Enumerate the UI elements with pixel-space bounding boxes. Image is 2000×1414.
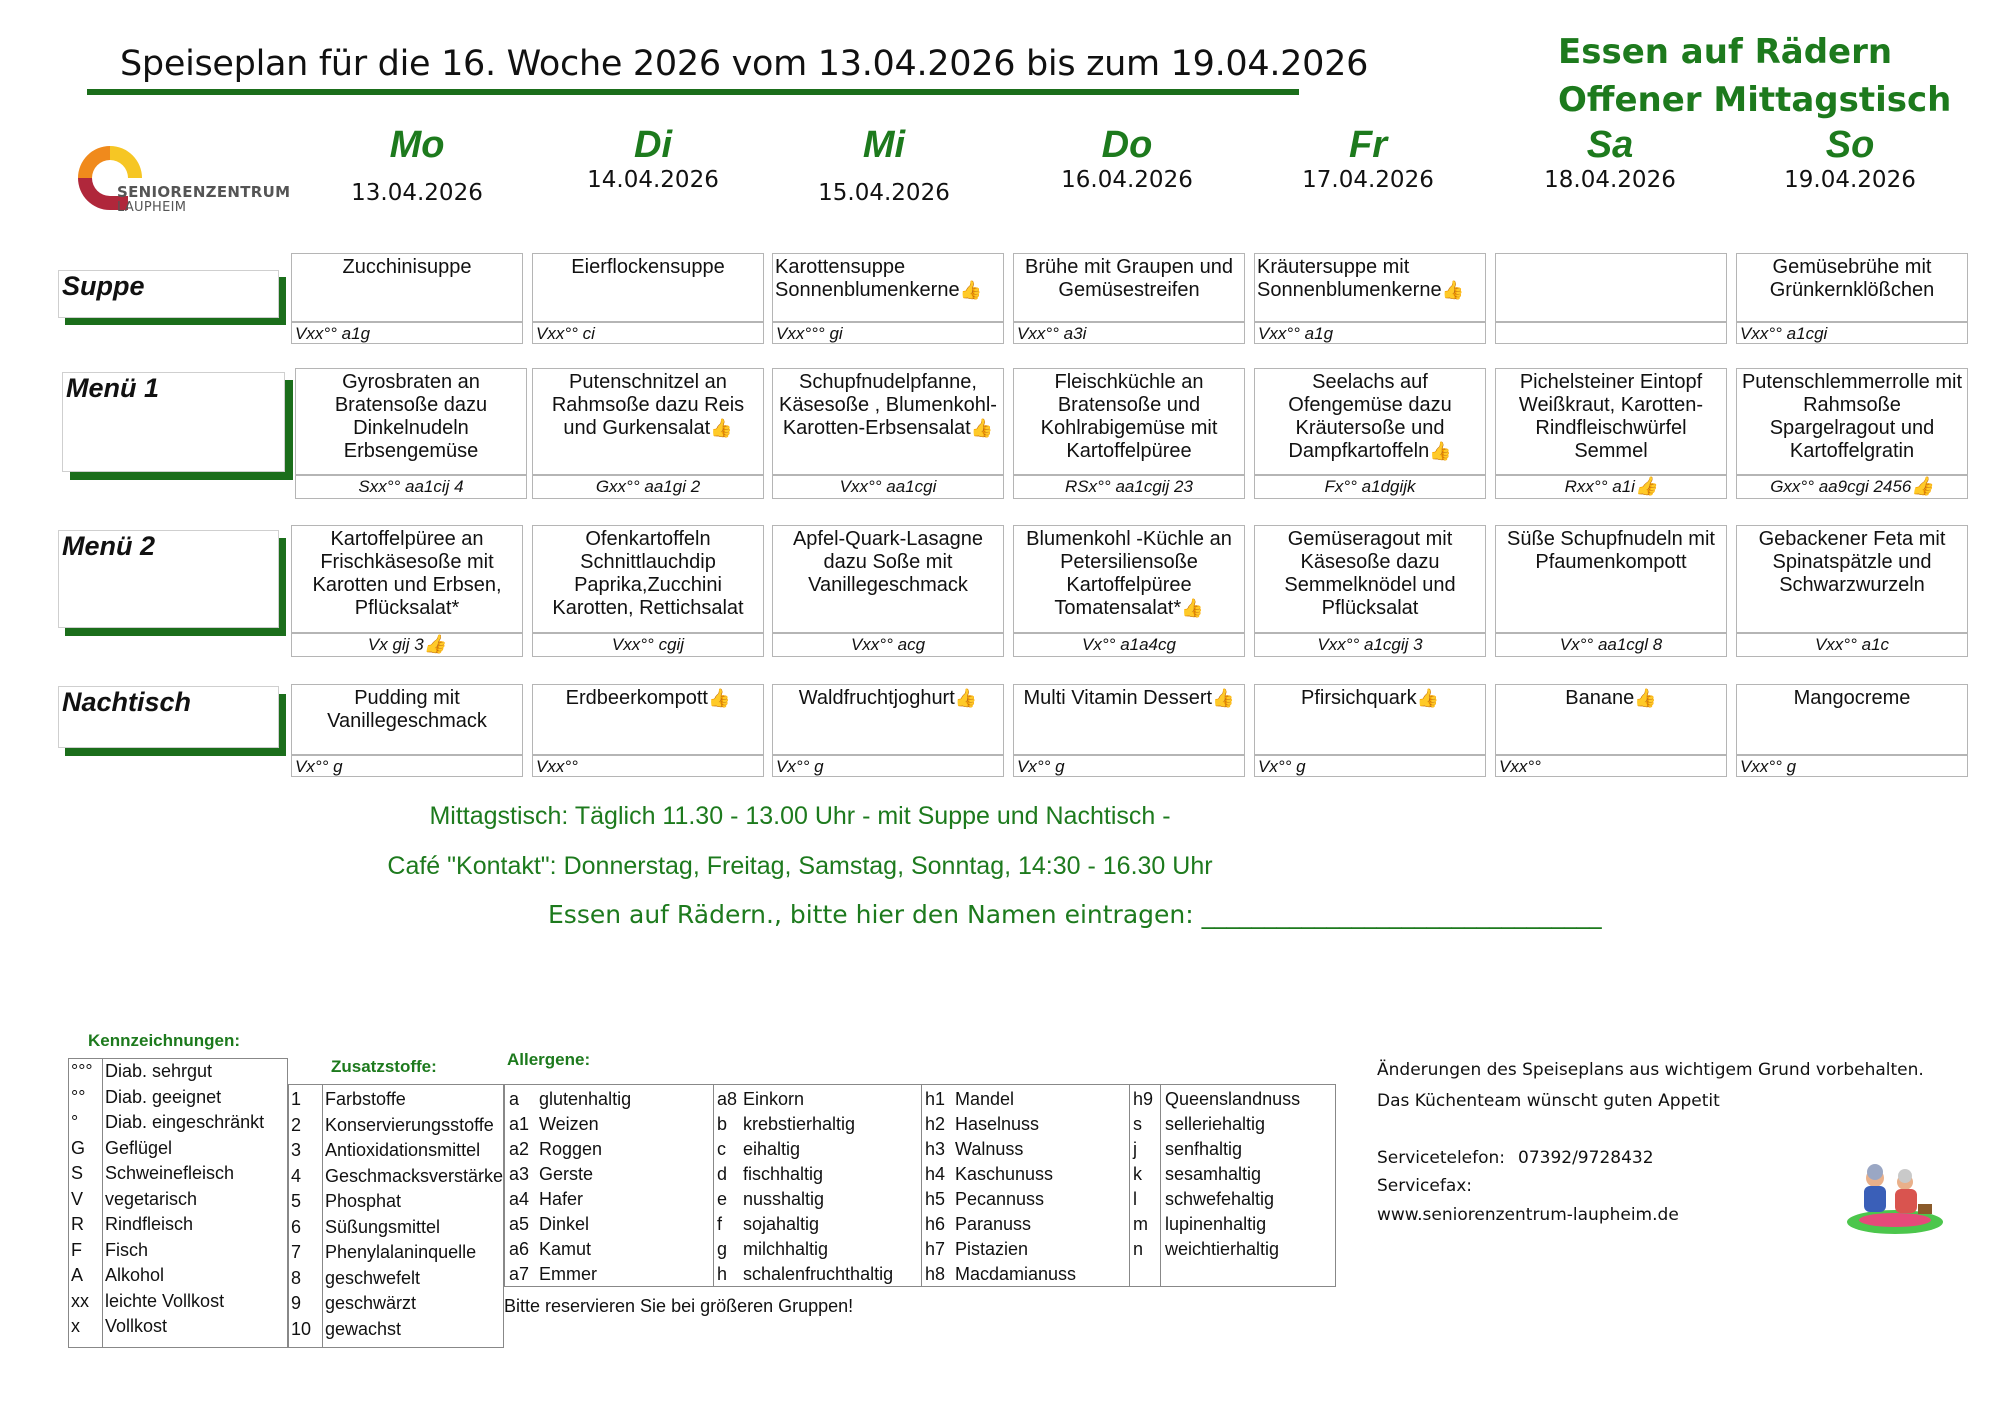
meal-cell-nachtisch-do [1013, 684, 1245, 755]
meal-cell-menu1-so [1736, 368, 1968, 475]
section-label-suppe [58, 270, 279, 318]
title-rule [87, 89, 1299, 95]
footer-phone-label: Servicetelefon: [1377, 1148, 1506, 1168]
section-label-menu2 [58, 530, 279, 628]
picnic-couple-icon [1840, 1160, 1950, 1240]
meal-cell-suppe-sa [1495, 253, 1727, 322]
legend-description: krebstierhaltig [743, 1114, 856, 1134]
legend-description: Emmer [539, 1264, 597, 1284]
brand-block [1558, 28, 1951, 124]
meal-cell-menu1-di [532, 368, 764, 475]
meal-cell-menu2-so [1736, 525, 1968, 633]
legend-code: A [71, 1265, 84, 1285]
section-label-text: Menü 2 [62, 531, 156, 561]
legend-code: °° [71, 1086, 86, 1107]
legend-description: Pecannuss [955, 1189, 1045, 1209]
legend-description: glutenhaltig [539, 1089, 632, 1109]
legend-description: milchhaltig [743, 1239, 829, 1259]
legend-code: F [71, 1239, 82, 1260]
legend-code: S [71, 1163, 84, 1183]
day-name-fr: Fr [1349, 124, 1387, 166]
legend-description: Paranuss [955, 1214, 1032, 1234]
thumbs-up-icon: 👍 [707, 688, 731, 708]
code-text: Rxx°° a1i [1564, 477, 1635, 496]
meal-code-nachtisch-di: Vxx°° [532, 755, 764, 777]
legend-code: a8 [717, 1089, 738, 1109]
legend-description: geschwefelt [325, 1267, 421, 1288]
thumbs-up-icon: 👍 [1911, 476, 1934, 496]
legend-code: V [71, 1188, 84, 1209]
meal-cell-menu2-mo [291, 525, 523, 633]
meal-text: Banane [1565, 687, 1635, 709]
meal-text: Kartoffelpüree an Frischkäsesoße mit Karotten und Erbsen, Pflücksalat* [312, 528, 502, 619]
day-date-mo: 13.04.2026 [351, 180, 483, 206]
legend-description: nusshaltig [743, 1189, 825, 1209]
legend-code: 5 [291, 1191, 302, 1211]
day-date-fr: 17.04.2026 [1302, 167, 1434, 193]
logo-text-line-2: LAUPHEIM [117, 200, 187, 215]
legend-description: Pistazien [955, 1239, 1029, 1259]
info-mittagstisch: Mittagstisch: Täglich 11.30 - 13.00 Uhr - mit Suppe und Nachtisch - [429, 802, 1171, 830]
meal-cell-nachtisch-fr [1254, 684, 1486, 755]
legend-description: Vollkost [105, 1316, 168, 1336]
legend-description: Haselnuss [955, 1114, 1040, 1134]
legend-title-zusatzstoffe: Zusatzstoffe: [331, 1057, 437, 1076]
logo-text-line-1: SENIORENZENTRUM [117, 183, 291, 201]
meal-code-suppe-mo: Vxx°° a1g [291, 322, 523, 344]
meal-code-menu1-do: RSx°° aa1cgij 23 [1013, 475, 1245, 499]
meal-code-nachtisch-do: Vx°° g [1013, 755, 1245, 777]
day-date-so: 19.04.2026 [1784, 167, 1916, 193]
legend-allergene-table [504, 1084, 1336, 1287]
legend-code: G [71, 1137, 86, 1158]
meal-text: Seelachs auf Ofengemüse dazu Kräutersoße und Dampfkartoffeln [1288, 371, 1452, 462]
meal-cell-suppe-mi [772, 253, 1004, 322]
meal-cell-nachtisch-so [1736, 684, 1968, 755]
legend-code: a7 [509, 1264, 530, 1284]
legend-code: d [717, 1164, 728, 1184]
legend-description: Walnuss [955, 1139, 1024, 1159]
brand-line-1: Essen auf Rädern [1558, 32, 1893, 72]
legend-code: b [717, 1114, 728, 1134]
meal-code-menu1-fr: Fx°° a1dgijk [1254, 475, 1486, 499]
legend-code: a3 [509, 1164, 530, 1184]
legend-code: a [509, 1089, 520, 1109]
meal-text: Eierflockensuppe [571, 256, 725, 278]
meal-text: Pfirsichquark [1300, 687, 1417, 709]
section-label-menu1 [62, 372, 285, 472]
legend-code: 10 [291, 1318, 312, 1339]
info-name-entry: Essen auf Rädern., bitte hier den Namen eintragen: ________________________________ [548, 900, 1602, 929]
legend-description: geschwärzt [325, 1293, 417, 1313]
legend-code: s [1133, 1114, 1142, 1134]
legend-title-allergene: Allergene: [507, 1050, 591, 1069]
meal-code-menu2-mi: Vxx°° acg [772, 633, 1004, 657]
footer-website: www.seniorenzentrum-laupheim.de [1377, 1205, 1679, 1225]
legend-description: Kaschunuss [955, 1164, 1054, 1184]
legend-description: Gerste [539, 1164, 594, 1184]
table-divider [1160, 1085, 1161, 1286]
day-date-di: 14.04.2026 [587, 167, 719, 193]
legend-code: 7 [291, 1242, 302, 1262]
meal-cell-suppe-mo [291, 253, 523, 322]
legend-code: x [71, 1316, 80, 1336]
day-date-mi: 15.04.2026 [818, 180, 950, 206]
meal-code-menu2-sa: Vx°° aa1cgl 8 [1495, 633, 1727, 657]
legend-description: Macdamianuss [955, 1264, 1077, 1284]
legend-code: a6 [509, 1239, 530, 1259]
legend-description: Kamut [539, 1239, 592, 1259]
legend-description: Antioxidationsmittel [325, 1140, 481, 1160]
meal-text: Putenschlemmerrolle mit Rahmsoße Spargelragout und Kartoffelgratin [1741, 371, 1963, 462]
legend-description: sesamhaltig [1165, 1164, 1262, 1184]
thumbs-up-icon: 👍 [959, 280, 983, 300]
legend-code: 3 [291, 1140, 302, 1160]
day-name-sa: Sa [1586, 124, 1634, 166]
brand-line-2: Offener Mittagstisch [1558, 80, 1952, 120]
legend-description: Geflügel [105, 1137, 173, 1158]
legend-code: h8 [925, 1264, 946, 1284]
meal-code-nachtisch-mi: Vx°° g [772, 755, 1004, 777]
meal-text: Multi Vitamin Dessert [1023, 687, 1213, 709]
footer-greeting: Das Küchenteam wünscht guten Appetit [1377, 1091, 1720, 1111]
legend-description: Dinkel [539, 1214, 590, 1234]
section-label-nachtisch [58, 686, 279, 748]
legend-code: l [1133, 1189, 1137, 1209]
table-divider [102, 1059, 103, 1347]
legend-code: j [1133, 1139, 1137, 1159]
meal-code-menu1-di: Gxx°° aa1gi 2 [532, 475, 764, 499]
legend-code: g [717, 1239, 728, 1259]
legend-description: leichte Vollkost [105, 1290, 225, 1311]
legend-description: eihaltig [743, 1139, 801, 1159]
meal-cell-nachtisch-mi [772, 684, 1004, 755]
thumbs-up-icon: 👍 [1441, 280, 1465, 300]
legend-description: Roggen [539, 1139, 603, 1159]
day-date-do: 16.04.2026 [1061, 167, 1193, 193]
legend-code: h5 [925, 1189, 946, 1209]
legend-code: c [717, 1139, 726, 1159]
legend-code: h [717, 1264, 728, 1284]
legend-description: schwefehaltig [1165, 1189, 1275, 1209]
meal-code-nachtisch-fr: Vx°° g [1254, 755, 1486, 777]
meal-text: Pudding mit Vanillegeschmack [327, 687, 487, 732]
meal-code-suppe-mi: Vxx°°° gi [772, 322, 1004, 344]
meal-text: Karottensuppe Sonnenblumenkerne [775, 256, 960, 301]
day-name-do: Do [1101, 124, 1153, 166]
legend-description: Farbstoffe [325, 1089, 406, 1109]
legend-kennzeichnungen-table [68, 1058, 288, 1348]
legend-code: n [1133, 1239, 1144, 1259]
meal-text: Mangocreme [1793, 687, 1911, 709]
table-divider [921, 1085, 922, 1286]
legend-description: Diab. sehrgut [105, 1061, 213, 1081]
section-label-text: Nachtisch [62, 687, 192, 717]
legend-description: Süßungsmittel [325, 1216, 441, 1237]
thumbs-up-icon: 👍 [423, 634, 447, 654]
meal-code-menu2-mo [291, 633, 523, 657]
legend-description: Weizen [539, 1114, 599, 1134]
legend-code: °°° [71, 1061, 93, 1081]
legend-code: ° [71, 1112, 79, 1132]
meal-code-suppe-fr: Vxx°° a1g [1254, 322, 1486, 344]
meal-code-menu2-fr: Vxx°° a1cgij 3 [1254, 633, 1486, 657]
meal-cell-menu1-mi [772, 368, 1004, 475]
meal-text: Kräutersuppe mit Sonnenblumenkerne [1257, 256, 1442, 301]
day-name-so: So [1825, 124, 1875, 166]
meal-cell-suppe-di [532, 253, 764, 322]
day-name-di: Di [634, 124, 672, 166]
meal-code-suppe-sa [1495, 322, 1727, 344]
day-name-mo: Mo [389, 124, 445, 166]
legend-code: a4 [509, 1189, 530, 1209]
thumbs-up-icon: 👍 [1634, 476, 1658, 496]
legend-description: Alkohol [105, 1265, 165, 1285]
legend-code: a5 [509, 1214, 530, 1234]
thumbs-up-icon: 👍 [1416, 688, 1440, 708]
legend-code: m [1133, 1214, 1148, 1234]
meal-code-menu2-di: Vxx°° cgij [532, 633, 764, 657]
meal-code-nachtisch-mo: Vx°° g [291, 755, 523, 777]
meal-code-nachtisch-sa: Vxx°° [1495, 755, 1727, 777]
legend-title-kennzeichnungen: Kennzeichnungen: [88, 1031, 241, 1050]
meal-text: Gyrosbraten an Bratensoße dazu Dinkelnudeln Erbsengemüse [334, 371, 488, 462]
code-text: Vx gij 3 [367, 635, 424, 654]
legend-description: Mandel [955, 1089, 1015, 1109]
thumbs-up-icon: 👍 [1181, 598, 1204, 618]
legend-code: xx [71, 1290, 89, 1311]
legend-description: Fisch [105, 1239, 149, 1260]
meal-cell-nachtisch-di [532, 684, 764, 755]
legend-description: Queenslandnuss [1165, 1089, 1301, 1109]
thumbs-up-icon: 👍 [1212, 688, 1235, 708]
meal-cell-menu1-mo [295, 368, 527, 475]
meal-cell-menu1-fr [1254, 368, 1486, 475]
legend-code: h1 [925, 1089, 946, 1109]
legend-code: f [717, 1214, 723, 1234]
meal-text: Fleischküchle an Bratensoße und Kohlrabigemüse mit Kartoffelpüree [1040, 371, 1218, 462]
thumbs-up-icon: 👍 [1429, 441, 1452, 461]
legend-description: Diab. geeignet [105, 1086, 222, 1107]
meal-cell-menu2-mi [772, 525, 1004, 633]
legend-description: senfhaltig [1165, 1139, 1243, 1159]
legend-description: sojahaltig [743, 1214, 820, 1234]
legend-code: h6 [925, 1214, 946, 1234]
legend-code: h4 [925, 1164, 946, 1184]
legend-description: Phosphat [325, 1191, 402, 1211]
meal-text: Erdbeerkompott [565, 687, 708, 709]
table-divider [713, 1085, 714, 1286]
meal-cell-nachtisch-mo [291, 684, 523, 755]
meal-code-suppe-so: Vxx°° a1cgi [1736, 322, 1968, 344]
meal-code-menu1-mi: Vxx°° aa1cgi [772, 475, 1004, 499]
meal-cell-suppe-fr [1254, 253, 1486, 322]
legend-code: R [71, 1214, 84, 1234]
legend-code: 1 [291, 1089, 302, 1109]
meal-text: Blumenkohl -Küchle an Petersiliensoße Kartoffelpüree Tomatensalat* [1026, 528, 1232, 619]
legend-zusatzstoffe-table [288, 1084, 504, 1348]
meal-cell-menu2-di [532, 525, 764, 633]
meal-text: Schupfnudelpfanne, Käsesoße , Blumenkohl-Karotten-Erbsensalat [779, 371, 997, 439]
legend-description: Hafer [539, 1189, 584, 1209]
meal-code-suppe-di: Vxx°° ci [532, 322, 764, 344]
meal-text: Zucchinisuppe [342, 256, 472, 278]
legend-description: fischhaltig [743, 1164, 824, 1184]
legend-code: a1 [509, 1114, 530, 1134]
meal-code-nachtisch-so: Vxx°° g [1736, 755, 1968, 777]
legend-description: Konservierungsstoffe [325, 1114, 494, 1135]
allergene-note: Bitte reservieren Sie bei größeren Gruppen! [504, 1296, 854, 1316]
footer-phone: 07392/9728432 [1518, 1148, 1654, 1168]
meal-text: Süße Schupfnudeln mit Pfaumenkompott [1507, 528, 1715, 573]
legend-description: Diab. eingeschränkt [105, 1112, 265, 1132]
meal-text: Putenschnitzel an Rahmsoße dazu Reis und Gurkensalat [551, 371, 745, 439]
meal-cell-menu2-fr [1254, 525, 1486, 633]
section-label-text: Suppe [62, 271, 145, 301]
meal-cell-menu1-do [1013, 368, 1245, 475]
legend-description: selleriehaltig [1165, 1114, 1266, 1134]
legend-code: h3 [925, 1139, 946, 1159]
meal-code-menu1-sa [1495, 475, 1727, 499]
meal-text: Gemüsebrühe mit Grünkernklößchen [1769, 256, 1935, 301]
meal-text: Brühe mit Graupen und Gemüsestreifen [1025, 256, 1233, 301]
legend-description: Rindfleisch [105, 1214, 194, 1234]
legend-code: k [1133, 1164, 1142, 1184]
legend-code: h2 [925, 1114, 946, 1134]
meal-code-menu2-do: Vx°° a1a4cg [1013, 633, 1245, 657]
meal-cell-menu2-do [1013, 525, 1245, 633]
thumbs-up-icon: 👍 [710, 418, 733, 438]
legend-description: Geschmacksverstärke [325, 1165, 504, 1186]
thumbs-up-icon: 👍 [970, 418, 994, 438]
legend-description: schalenfruchthaltig [743, 1264, 894, 1284]
meal-code-menu1-so [1736, 475, 1968, 499]
meal-text: Waldfruchtjoghurt [798, 687, 955, 709]
day-name-mi: Mi [862, 124, 906, 166]
legend-code: 9 [291, 1293, 302, 1313]
legend-description: Phenylalaninquelle [325, 1242, 477, 1262]
table-divider [1129, 1085, 1130, 1286]
section-label-text: Menü 1 [66, 373, 160, 403]
meal-text: Gebackener Feta mit Spinatspätzle und Schwarzwurzeln [1758, 528, 1946, 596]
footer-change-note: Änderungen des Speiseplans aus wichtigem Grund vorbehalten. [1377, 1060, 1924, 1080]
legend-description: lupinenhaltig [1165, 1214, 1267, 1234]
legend-code: 6 [291, 1216, 302, 1237]
meal-text: Ofenkartoffeln Schnittlauchdip Paprika,Zucchini Karotten, Rettichsalat [552, 528, 744, 619]
meal-cell-menu1-sa [1495, 368, 1727, 475]
meal-cell-suppe-so [1736, 253, 1968, 322]
meal-code-suppe-do: Vxx°° a3i [1013, 322, 1245, 344]
legend-description: weichtierhaltig [1165, 1239, 1280, 1259]
legend-code: 8 [291, 1267, 302, 1288]
legend-code: h7 [925, 1239, 946, 1259]
meal-cell-suppe-do [1013, 253, 1245, 322]
meal-text: Pichelsteiner Eintopf Weißkraut, Karotten-Rindfleischwürfel Semmel [1518, 371, 1704, 462]
thumbs-up-icon: 👍 [954, 688, 978, 708]
legend-description: Schweinefleisch [105, 1163, 235, 1183]
legend-description: vegetarisch [105, 1188, 198, 1209]
footer-fax-label: Servicefax: [1377, 1176, 1473, 1196]
legend-code: h9 [1133, 1089, 1154, 1109]
thumbs-up-icon: 👍 [1634, 688, 1657, 708]
page-title: Speiseplan für die 16. Woche 2026 vom 13.04.2026 bis zum 19.04.2026 [120, 44, 1369, 84]
table-divider [322, 1085, 323, 1347]
legend-code: 4 [291, 1165, 302, 1186]
day-date-sa: 18.04.2026 [1544, 167, 1676, 193]
legend-code: e [717, 1189, 728, 1209]
code-text: Gxx°° aa9cgi 2456 [1770, 477, 1912, 496]
meal-text: Apfel-Quark-Lasagne dazu Soße mit Vanillegeschmack [792, 528, 984, 596]
legend-code: a2 [509, 1139, 530, 1159]
meal-cell-nachtisch-sa [1495, 684, 1727, 755]
meal-text: Gemüseragout mit Käsesoße dazu Semmelknödel und Pflücksalat [1284, 528, 1456, 619]
meal-code-menu2-so: Vxx°° a1c [1736, 633, 1968, 657]
meal-cell-menu2-sa [1495, 525, 1727, 633]
info-cafe: Café "Kontakt": Donnerstag, Freitag, Samstag, Sonntag, 14:30 - 16.30 Uhr [387, 852, 1213, 880]
legend-description: Einkorn [743, 1089, 805, 1109]
meal-code-menu1-mo: Sxx°° aa1cij 4 [295, 475, 527, 499]
legend-description: gewachst [325, 1318, 402, 1339]
legend-code: 2 [291, 1114, 302, 1135]
